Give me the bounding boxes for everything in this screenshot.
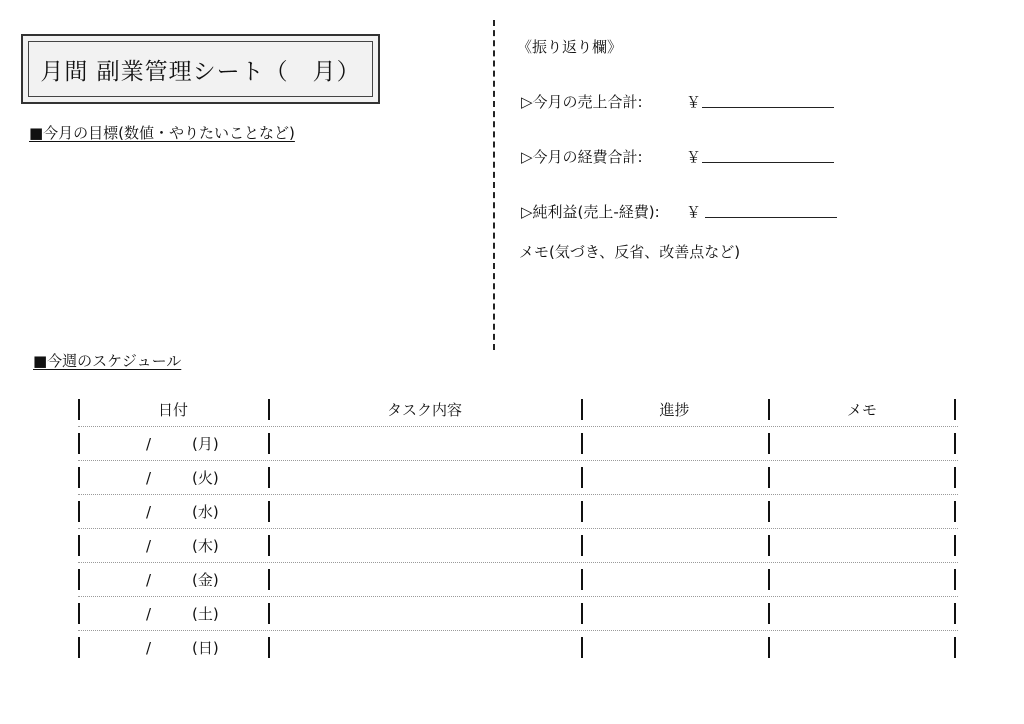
date-cell[interactable] (78, 461, 268, 494)
task-cell[interactable] (268, 563, 581, 596)
expenses-label: ▷今月の経費合計: (521, 148, 643, 166)
table-row (78, 495, 958, 529)
memo-cell[interactable] (768, 427, 956, 460)
column-separator (954, 535, 956, 556)
column-separator (954, 433, 956, 454)
day-of-week: (月) (192, 435, 219, 453)
date-cell[interactable] (78, 495, 268, 528)
table-header-row (78, 393, 958, 427)
date-cell[interactable] (78, 631, 268, 664)
column-separator (954, 501, 956, 522)
column-separator (954, 569, 956, 590)
column-separator (954, 603, 956, 624)
column-header-date: 日付 (157, 401, 188, 419)
column-header-task: タスク内容 (386, 401, 462, 419)
day-of-week: (火) (192, 469, 219, 487)
task-cell[interactable] (268, 461, 581, 494)
goals-heading: ■今月の目標(数値・やりたいことなど) (29, 124, 295, 142)
day-of-week: (日) (192, 639, 219, 657)
task-cell[interactable] (268, 427, 581, 460)
day-of-week: (木) (192, 537, 219, 555)
memo-cell[interactable] (768, 631, 956, 664)
sales-input-line[interactable] (702, 107, 834, 108)
expenses-input-line[interactable] (702, 162, 834, 163)
task-cell[interactable] (268, 597, 581, 630)
table-row (78, 563, 958, 597)
expenses-yen: ￥ (686, 148, 702, 166)
column-header-progress: 進捗 (659, 401, 690, 419)
date-slash: / (146, 434, 152, 453)
table-row (78, 631, 958, 664)
profit-input-line[interactable] (705, 217, 837, 218)
progress-cell[interactable] (581, 597, 768, 630)
date-cell[interactable] (78, 563, 268, 596)
memo-cell[interactable] (768, 461, 956, 494)
date-slash: / (146, 570, 152, 589)
table-row (78, 427, 958, 461)
profit-yen: ￥ (686, 203, 702, 221)
task-cell[interactable] (268, 529, 581, 562)
progress-cell[interactable] (581, 461, 768, 494)
sales-yen: ￥ (686, 93, 702, 111)
day-of-week: (土) (192, 605, 219, 623)
title-box (21, 34, 380, 104)
table-row (78, 461, 958, 495)
date-slash: / (146, 638, 152, 657)
memo-cell[interactable] (768, 597, 956, 630)
schedule-table (78, 393, 958, 664)
memo-cell[interactable] (768, 529, 956, 562)
date-cell[interactable] (78, 529, 268, 562)
date-slash: / (146, 468, 152, 487)
column-separator (954, 637, 956, 658)
progress-cell[interactable] (581, 631, 768, 664)
review-heading: 《振り返り欄》 (517, 38, 623, 56)
date-slash: / (146, 604, 152, 623)
column-separator (954, 467, 956, 488)
memo-cell[interactable] (768, 563, 956, 596)
task-cell[interactable] (268, 631, 581, 664)
profit-label: ▷純利益(売上-経費): (521, 203, 660, 221)
table-row (78, 529, 958, 563)
schedule-heading: ■今週のスケジュール (33, 352, 182, 370)
date-cell[interactable] (78, 597, 268, 630)
date-slash: / (146, 502, 152, 521)
date-slash: / (146, 536, 152, 555)
date-cell[interactable] (78, 427, 268, 460)
progress-cell[interactable] (581, 563, 768, 596)
day-of-week: (水) (192, 503, 219, 521)
vertical-divider (493, 20, 495, 350)
progress-cell[interactable] (581, 427, 768, 460)
column-header-memo: メモ (846, 401, 877, 419)
progress-cell[interactable] (581, 529, 768, 562)
progress-cell[interactable] (581, 495, 768, 528)
column-separator (954, 399, 956, 420)
task-cell[interactable] (268, 495, 581, 528)
memo-cell[interactable] (768, 495, 956, 528)
page-title: 月間 副業管理シート（ 月） (28, 41, 373, 97)
sales-label: ▷今月の売上合計: (521, 93, 643, 111)
memo-label: メモ(気づき、反省、改善点など) (519, 243, 741, 261)
table-row (78, 597, 958, 631)
day-of-week: (金) (192, 571, 219, 589)
